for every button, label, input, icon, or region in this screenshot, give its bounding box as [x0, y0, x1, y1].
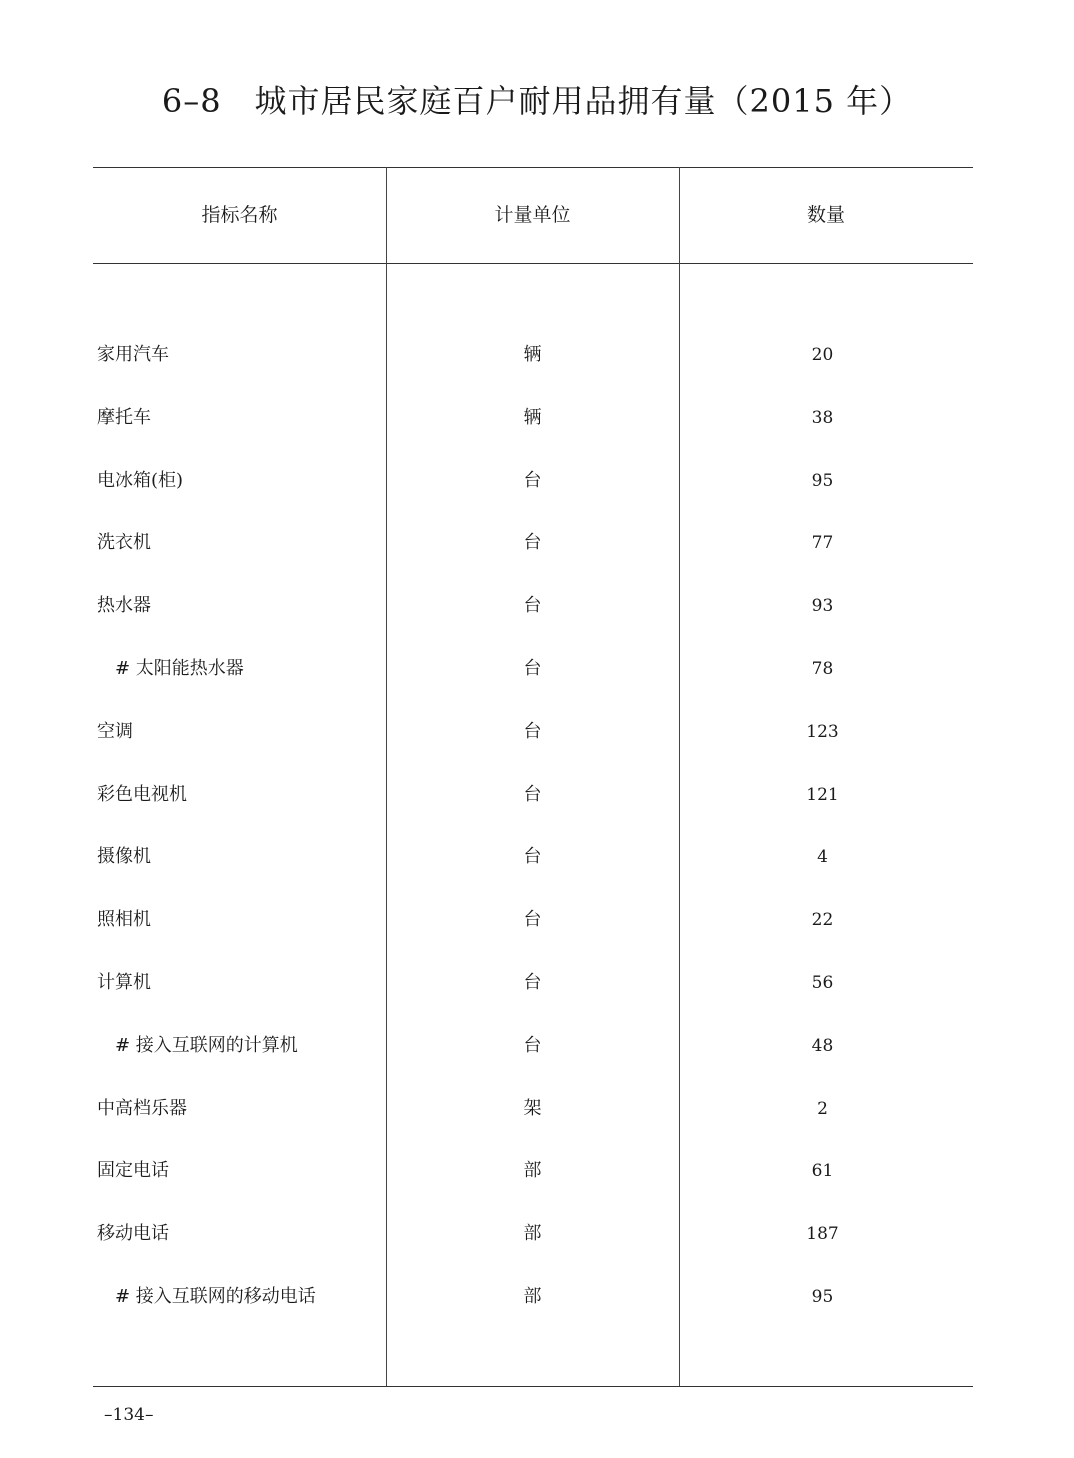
row-quantity: 77 — [811, 533, 834, 554]
row-quantity: 38 — [811, 407, 834, 428]
row-unit: 台 — [523, 846, 542, 868]
row-unit: 台 — [523, 469, 542, 491]
row-unit: 台 — [523, 1034, 542, 1056]
row-indicator-name: # 接入互联网的移动电话 — [115, 1285, 316, 1307]
table-row — [93, 1014, 973, 1077]
row-indicator-name: 移动电话 — [97, 1223, 169, 1245]
row-quantity: 61 — [811, 1161, 834, 1182]
table-row — [93, 1077, 973, 1140]
row-indicator-name: # 接入互联网的计算机 — [115, 1034, 298, 1056]
table-row — [93, 386, 973, 449]
row-indicator-name: 空调 — [97, 720, 133, 742]
table-row — [93, 323, 973, 386]
row-quantity: 95 — [811, 470, 834, 491]
row-unit: 架 — [523, 1097, 542, 1119]
row-unit: 台 — [523, 783, 542, 805]
row-indicator-name: 固定电话 — [97, 1160, 169, 1182]
table-body — [93, 323, 973, 1328]
row-unit: 部 — [523, 1160, 542, 1182]
row-indicator-name: 家用汽车 — [97, 344, 169, 365]
table-row — [93, 700, 973, 763]
row-quantity: 48 — [811, 1035, 834, 1056]
row-unit: 台 — [523, 595, 542, 617]
row-indicator-name: 彩色电视机 — [97, 783, 187, 805]
row-quantity: 121 — [806, 784, 839, 805]
durables-table — [93, 167, 973, 1387]
row-indicator-name: 摩托车 — [97, 406, 151, 428]
row-indicator-name: 计算机 — [97, 971, 151, 993]
row-quantity: 4 — [817, 847, 828, 868]
row-quantity: 95 — [811, 1286, 834, 1307]
table-row — [93, 888, 973, 951]
header-quantity: 数量 — [806, 204, 845, 226]
table-row — [93, 1202, 973, 1265]
row-quantity: 20 — [811, 345, 834, 365]
row-quantity: 2 — [817, 1098, 828, 1119]
row-quantity: 56 — [811, 972, 834, 993]
table-row — [93, 1265, 973, 1328]
row-unit: 辆 — [523, 344, 542, 365]
row-quantity: 22 — [811, 910, 834, 931]
row-indicator-name: 电冰箱(柜) — [97, 469, 184, 491]
row-unit: 台 — [523, 657, 542, 679]
row-indicator-name: 照相机 — [97, 909, 151, 931]
row-quantity: 78 — [811, 658, 834, 679]
header-unit: 计量单位 — [494, 204, 571, 226]
table-row — [93, 951, 973, 1014]
row-unit: 台 — [523, 720, 542, 742]
row-unit: 辆 — [523, 406, 542, 428]
table-row — [93, 1139, 973, 1202]
row-indicator-name: 摄像机 — [97, 846, 151, 868]
row-unit: 台 — [523, 909, 542, 931]
row-indicator-name: 中高档乐器 — [97, 1097, 187, 1119]
table-row — [93, 637, 973, 700]
table-row — [93, 763, 973, 826]
table-row — [93, 825, 973, 888]
header-indicator-name: 指标名称 — [201, 204, 278, 226]
table-bottom-rule — [93, 1386, 973, 1387]
table-row — [93, 511, 973, 574]
table-row — [93, 574, 973, 637]
row-unit: 台 — [523, 971, 542, 993]
row-indicator-name: 热水器 — [97, 595, 151, 617]
row-indicator-name: 洗衣机 — [97, 532, 151, 554]
row-unit: 台 — [523, 532, 542, 554]
row-indicator-name: # 太阳能热水器 — [115, 657, 244, 679]
row-unit: 部 — [523, 1223, 542, 1245]
page-number: –134– — [104, 1405, 154, 1425]
row-quantity: 93 — [811, 596, 834, 617]
page-title: 6–8 城市居民家庭百户耐用品拥有量（2015 年） — [161, 82, 913, 120]
row-quantity: 123 — [806, 721, 839, 742]
table-header-rule — [93, 263, 973, 264]
table-row — [93, 449, 973, 512]
row-quantity: 187 — [806, 1224, 839, 1245]
row-unit: 部 — [523, 1285, 542, 1307]
